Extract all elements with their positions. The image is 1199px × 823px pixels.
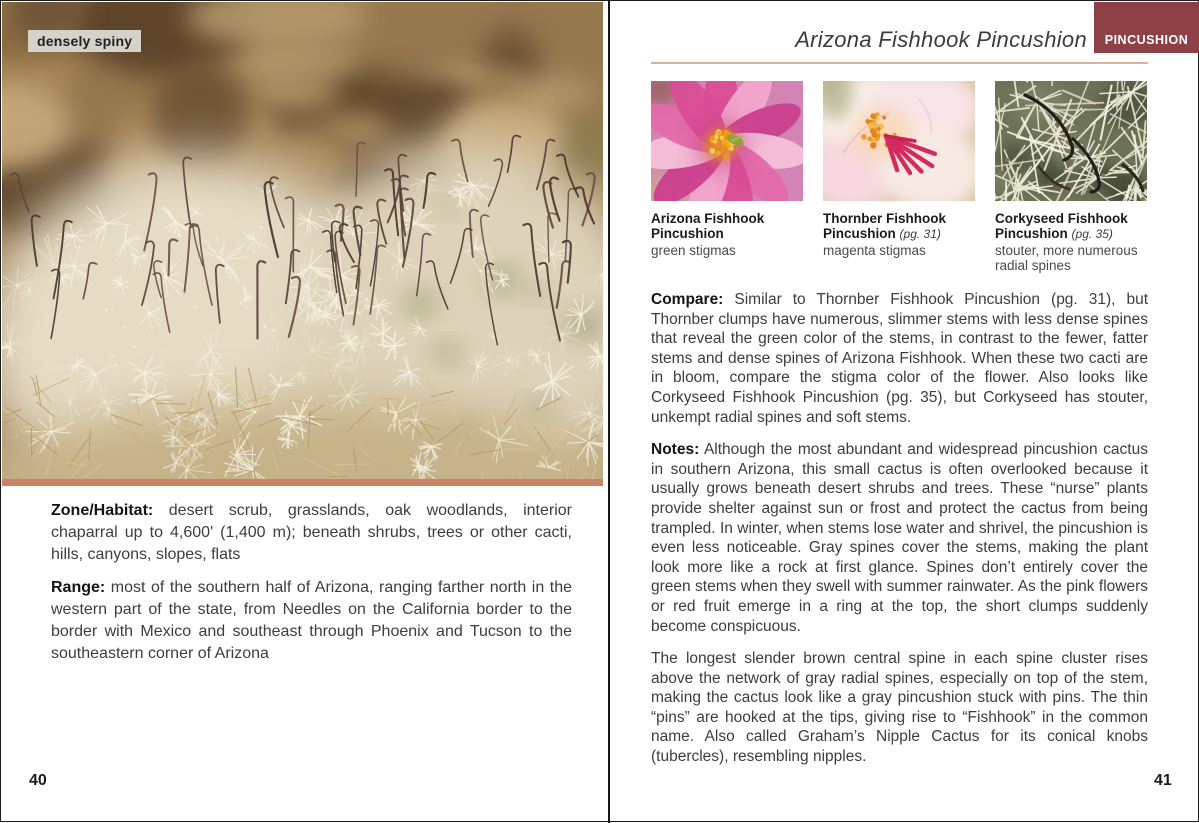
comparison-description: stouter, more numerous radial spines — [995, 243, 1147, 273]
comparison-caption — [995, 211, 1147, 273]
comparison-thumbnails — [651, 81, 1148, 273]
zone-habitat-label: Zone/Habitat: — [51, 502, 153, 519]
category-tab: PINCUSHION — [1094, 2, 1199, 53]
cactus-photo-art — [2, 2, 603, 479]
range-label: Range: — [51, 579, 105, 596]
comparison-item — [995, 81, 1147, 273]
corkyseed-fishhook-spines-photo — [995, 81, 1147, 201]
comparison-name: Arizona Fishhook Pincushion — [651, 211, 764, 241]
comparison-name: Thornber Fishhook Pincushion — [823, 211, 946, 241]
notes-paragraph-2 — [651, 649, 1148, 767]
range-text: most of the southern half of Arizona, ranging farther north in the western part of the state, from Needles on the California border to the border with Mexico and southeast through Phoenix and Tucson to the southeastern corner of Arizona — [51, 579, 572, 662]
title-rule — [651, 62, 1148, 64]
compare-label: Compare: — [651, 291, 723, 308]
comparison-item — [823, 81, 975, 273]
zone-habitat-paragraph — [51, 500, 572, 566]
thornber-fishhook-flower-photo — [823, 81, 975, 201]
comparison-name: Corkyseed Fishhook Pincushion — [995, 211, 1128, 241]
comparison-page-ref: (pg. 35) — [1072, 227, 1113, 241]
species-text-section — [651, 290, 1148, 780]
page-gutter — [608, 1, 610, 823]
cactus-photo — [2, 2, 603, 479]
photo-accent-bar — [2, 479, 603, 486]
comparison-description: magenta stigmas — [823, 243, 975, 258]
notes-text-2: The longest slender brown central spine in each spine cluster rises above the network of gray radial spines, especially on top of the stem, making the cactus look like a gray pincushion stuck with pins. The thin “pins” are hooked at the tips, giving rise to “Fishhook” in the common name. Also called Graham’s Nipple Cactus for its conical knobs (tubercles), resembling nipples. — [651, 650, 1148, 765]
comparison-caption — [651, 211, 803, 258]
page-number-right: 41 — [1154, 772, 1172, 790]
notes-text: Although the most abundant and widespread pincushion cactus in southern Arizona, this small cactus is often overlooked because it usually grows beneath desert shrubs and trees. These “nurse” plants provide shelter against sun or frost and protect the cactus from being trampled. In winter, when stems lose water and shrivel, the pincushion is even less noticeable. Gray spines cover the stems, making the plant look more like a rock at first glance. Spines don’t entirely cover the green stems when they swell with summer rainwater. As the pink flowers or red fruit emerge in a ring at the top, the short clumps suddenly become conspicuous. — [651, 441, 1148, 634]
compare-paragraph — [651, 290, 1148, 427]
comparison-description: green stigmas — [651, 243, 803, 258]
comparison-item — [651, 81, 803, 273]
species-title: Arizona Fishhook Pincushion — [651, 27, 1087, 53]
comparison-caption — [823, 211, 975, 258]
compare-text: Similar to Thornber Fishhook Pincushion (pg. 31), but Thornber clumps have numerous, slimmer stems with less dense spines that reveal the green color of the stems, in contrast to the fewer, fatter stems and dense spines of Arizona Fishhook. When these two cacti are in bloom, compare the stigma color of the flower. Also looks like Corkyseed Fishhook Pincushion (pg. 35), but Corkyseed has stouter, unkempt radial spines and soft stems. — [651, 291, 1148, 426]
notes-paragraph — [651, 440, 1148, 636]
arizona-fishhook-flower-photo — [651, 81, 803, 201]
habitat-range-section — [51, 500, 572, 676]
comparison-page-ref: (pg. 31) — [900, 227, 941, 241]
page-number-left: 40 — [29, 772, 47, 790]
photo-annotation-label: densely spiny — [28, 30, 141, 52]
notes-label: Notes: — [651, 441, 699, 458]
range-paragraph — [51, 577, 572, 665]
zone-habitat-text: desert scrub, grasslands, oak woodlands, interior chaparral up to 4,600' (1,400 m); beneath shrubs, trees or other cacti, hills, canyons, slopes, flats — [51, 502, 572, 563]
